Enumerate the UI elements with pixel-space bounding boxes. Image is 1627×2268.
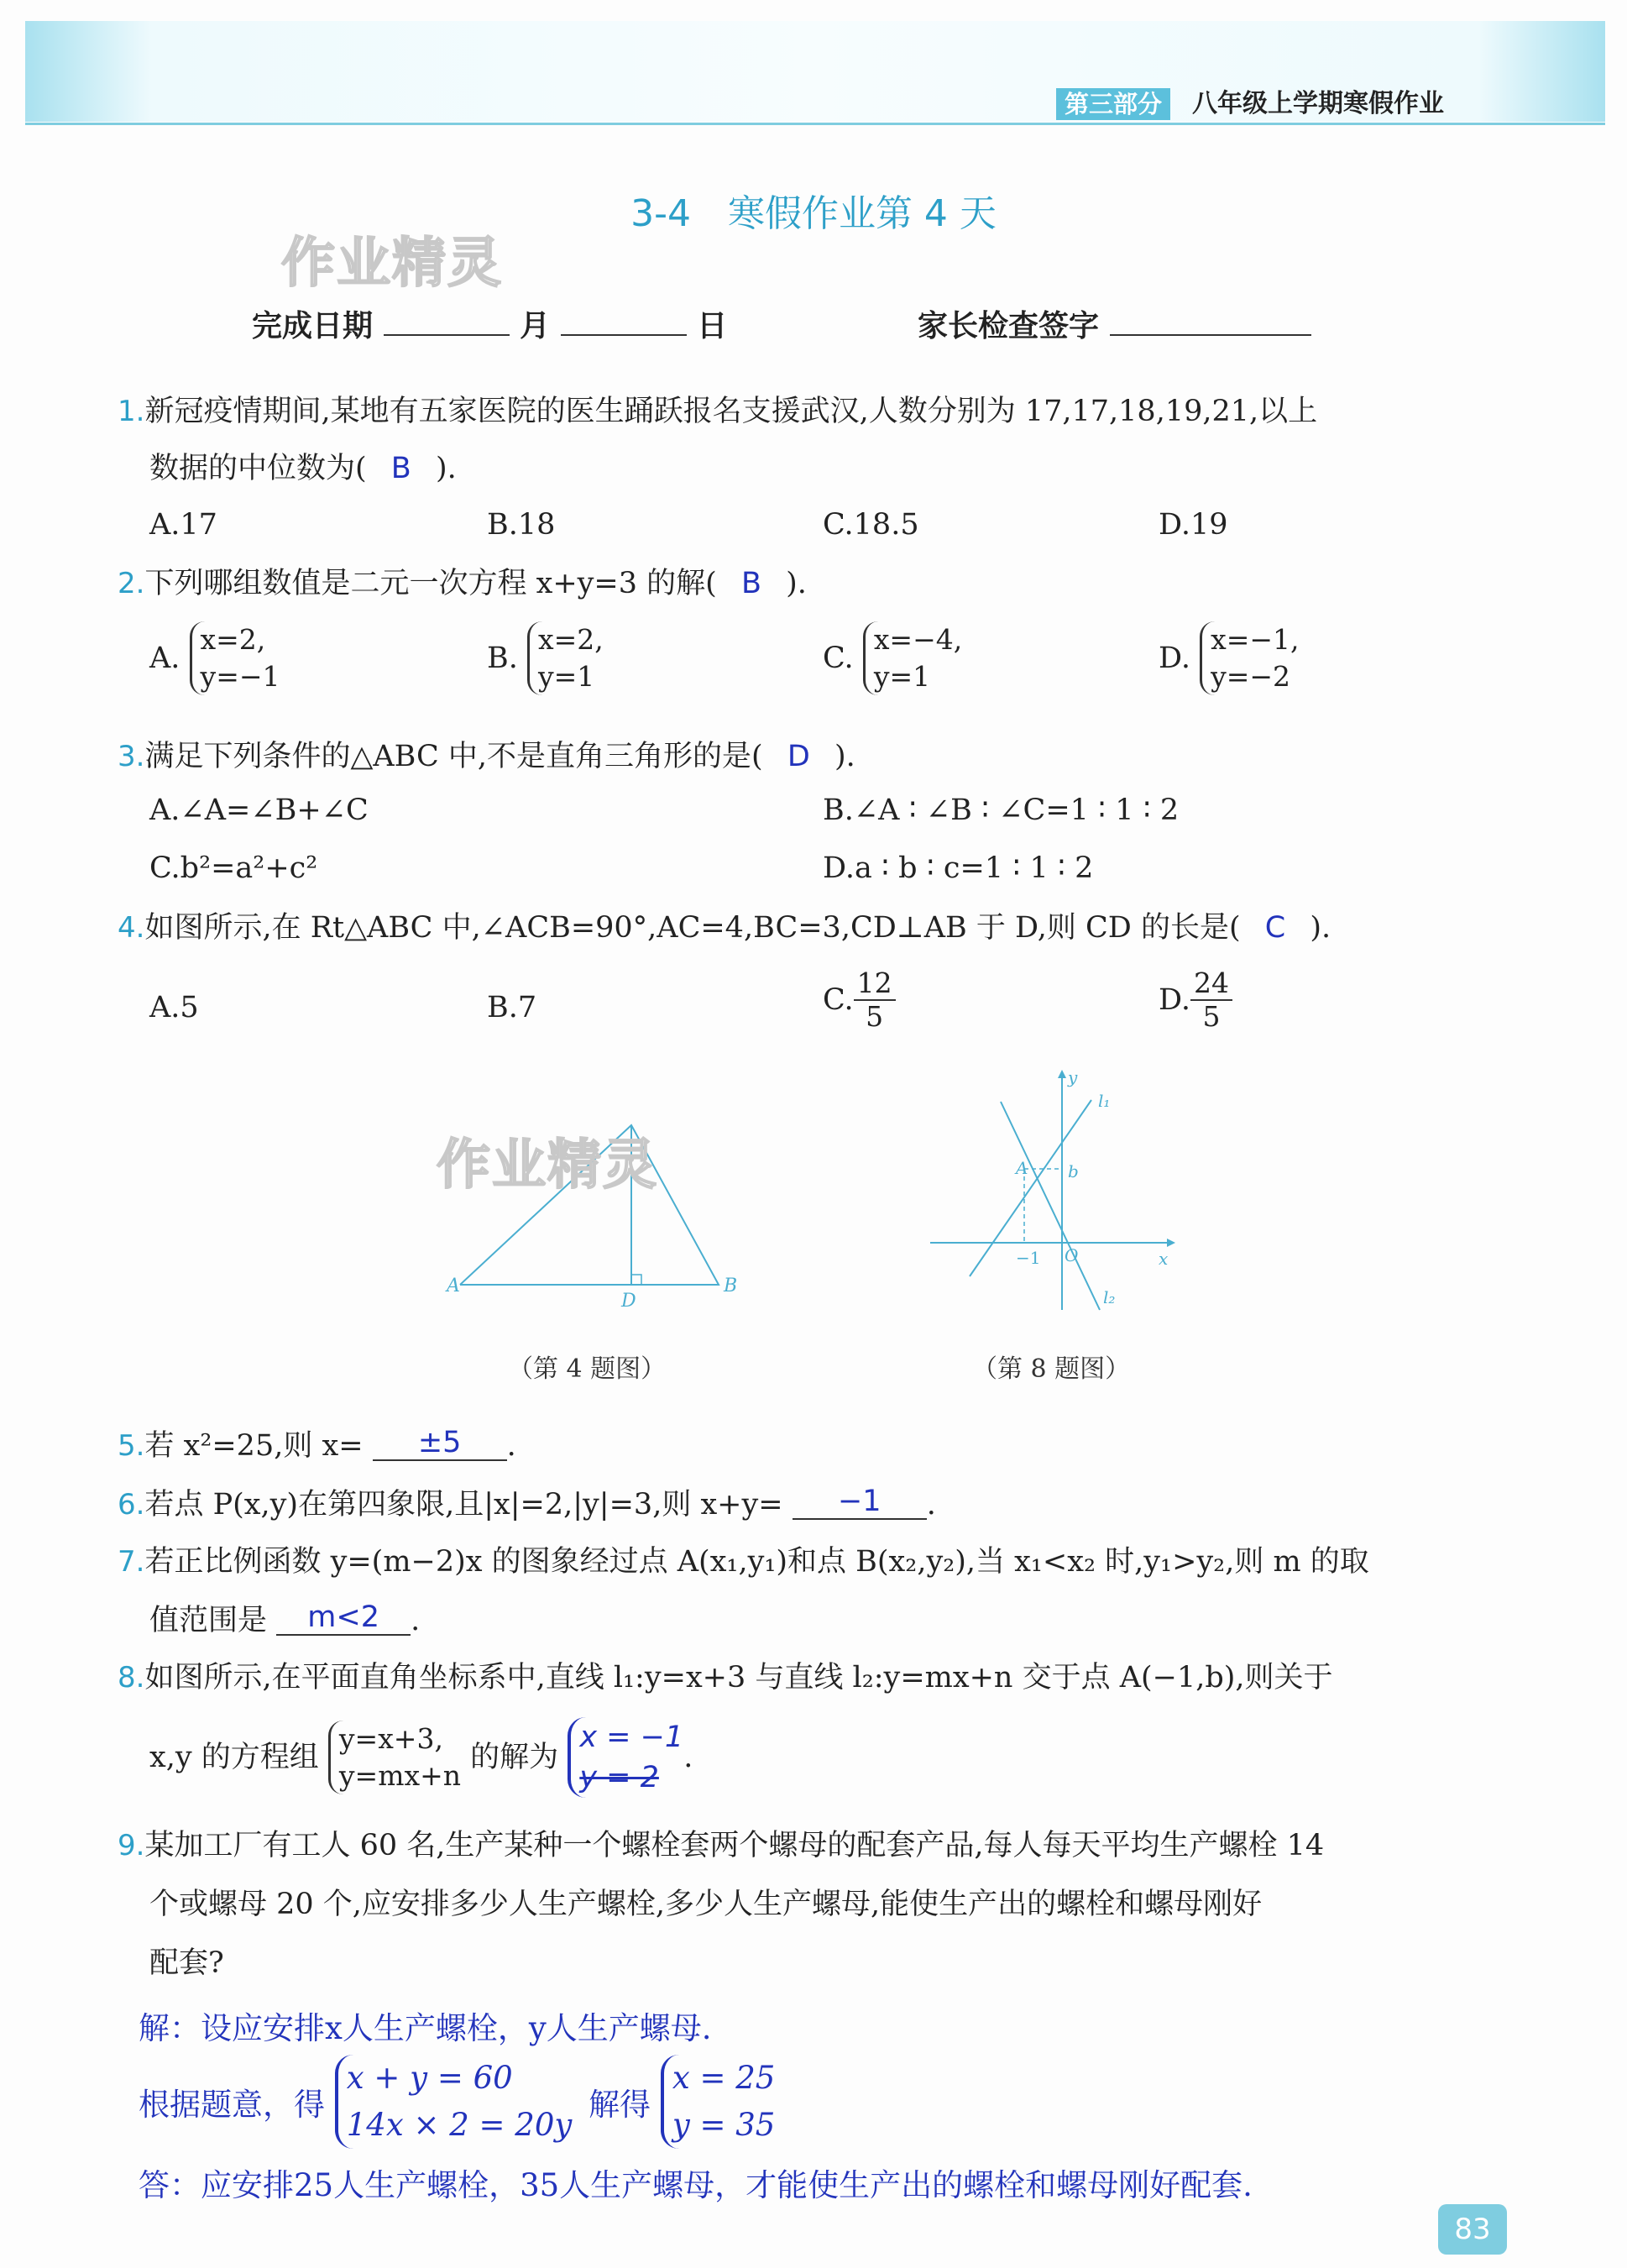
- question-text: x,y 的方程组: [149, 1741, 319, 1774]
- day-label: 日: [697, 308, 728, 343]
- question-4: [118, 907, 1331, 949]
- signature-blank[interactable]: [1110, 309, 1311, 336]
- sign-label: 家长检查签字: [918, 308, 1100, 343]
- equation-system: x=−4, y=1: [863, 621, 962, 695]
- question-text: 的解为: [470, 1741, 559, 1774]
- answer-q3: D: [787, 740, 810, 773]
- answer-blank-q5: [373, 1426, 507, 1461]
- question-6: 6.若点 P(x,y)在第四象限,且|x|=2,|y|=3,则 x+y= −1 .: [118, 1485, 936, 1522]
- option-a: A. x=2, y=−1: [149, 621, 280, 695]
- result-system: x = 25 y = 35: [661, 2055, 776, 2149]
- neg-one-label: −1: [1016, 1248, 1041, 1268]
- question-text: 值范围是: [149, 1604, 268, 1637]
- question-9: [118, 1825, 1324, 1867]
- b-label: b: [1068, 1161, 1079, 1181]
- answer-q7: m<2: [307, 1600, 379, 1634]
- option-c: C. x=−4, y=1: [823, 621, 962, 695]
- vertex-b-label: B: [724, 1275, 738, 1296]
- option-a: A.5: [149, 991, 199, 1024]
- question-9-line3: 配套?: [149, 1946, 224, 1980]
- origin-label: O: [1065, 1245, 1079, 1265]
- option-d: D.a ∶ b ∶ c=1 ∶ 1 ∶ 2: [823, 851, 1094, 885]
- question-1-line2: [149, 448, 457, 490]
- day-blank[interactable]: [561, 309, 687, 336]
- completion-date: [252, 302, 727, 345]
- fraction: $\frac{24}{5}$: [1190, 967, 1232, 1033]
- month-blank[interactable]: [384, 309, 510, 336]
- equation-system: x + y = 60 14x × 2 = 20y: [335, 2055, 573, 2149]
- x-axis-label: x: [1159, 1249, 1169, 1269]
- question-text: 如图所示,在 Rt△ABC 中,∠ACB=90°,AC=4,BC=3,CD⊥AB 于 D,则 CD 的长是(: [144, 911, 1241, 945]
- question-3: [118, 736, 855, 778]
- question-text: 如图所示,在平面直角坐标系中,直线 l₁:y=x+3 与直线 l₂:y=mx+n 交于点 A(−1,b),则关于: [144, 1661, 1333, 1694]
- question-number: 1.: [118, 395, 145, 428]
- question-text: 数据的中位数为(: [149, 452, 367, 485]
- question-number: 3.: [118, 740, 145, 773]
- parent-signature: [918, 302, 1311, 345]
- equation-system: x=2, y=1: [527, 621, 604, 695]
- answer-q1: B: [390, 452, 411, 485]
- option-b: B.7: [487, 991, 537, 1024]
- question-text: 某加工厂有工人 60 名,生产某种一个螺栓套两个螺母的配套产品,每人每天平均生产螺栓 14: [144, 1829, 1325, 1862]
- y-axis-label: y: [1068, 1067, 1078, 1087]
- watermark: 作业精灵: [281, 233, 503, 295]
- header-divider: [25, 123, 1605, 125]
- answer-q6: −1: [837, 1485, 882, 1518]
- answer-q8: x = −1 y = 2: [568, 1717, 683, 1798]
- question-7: [118, 1541, 1369, 1583]
- question-number: 9.: [118, 1829, 145, 1862]
- question-text: ).: [1310, 911, 1331, 945]
- answer-q4: C: [1264, 911, 1286, 945]
- question-number: 7.: [118, 1545, 145, 1579]
- question-text: ).: [435, 452, 457, 485]
- option-d: D.19: [1159, 508, 1228, 542]
- answer-blank-q7: [276, 1600, 411, 1636]
- question-1: [118, 390, 1317, 432]
- watermark: 作业精灵: [437, 1134, 658, 1197]
- question-number: 2.: [118, 567, 145, 600]
- question-number: 8.: [118, 1661, 145, 1694]
- point-d-label: D: [621, 1291, 636, 1310]
- page-title: 3-4 寒假作业第 4 天: [630, 192, 997, 235]
- part-label: 第三部分: [1056, 88, 1170, 120]
- option-d: D. x=−1, y=−2: [1159, 621, 1300, 695]
- question-text: 若点 P(x,y)在第四象限,且|x|=2,|y|=3,则 x+y=: [144, 1488, 783, 1522]
- question-text: 若 x²=25,则 x=: [144, 1429, 364, 1463]
- book-title: 八年级上学期寒假作业: [1192, 89, 1444, 118]
- option-b: B. x=2, y=1: [487, 621, 604, 695]
- option-a: A.17: [149, 508, 217, 542]
- question-text: ).: [834, 740, 855, 773]
- page-number: 83: [1438, 2204, 1507, 2255]
- question-number: 6.: [118, 1488, 145, 1522]
- answer-q2: B: [740, 567, 761, 600]
- fraction: $\frac{12}{5}$: [854, 967, 896, 1033]
- x-axis-arrow: [1167, 1239, 1175, 1247]
- line-l2: [1001, 1102, 1100, 1310]
- vertex-a-label: A: [447, 1275, 460, 1296]
- question-text: 新冠疫情期间,某地有五家医院的医生踊跃报名支援武汉,人数分别为 17,17,18,19,21,以上: [144, 395, 1318, 428]
- answer-blank-q6: [793, 1485, 927, 1520]
- option-c: C.18.5: [823, 508, 919, 542]
- l2-label: l₂: [1103, 1287, 1116, 1307]
- right-angle-mark: [631, 1275, 641, 1285]
- solution-line-2: 根据题意，得 x + y = 60 14x × 2 = 20y 解得 x = 25 y = 35: [139, 2055, 775, 2149]
- l1-label: l₁: [1098, 1091, 1111, 1111]
- equation-system: x=−1, y=−2: [1200, 621, 1299, 695]
- question-8: [118, 1657, 1333, 1699]
- option-c: C.b²=a²+c²: [149, 851, 318, 885]
- point-a-label: A: [1016, 1158, 1028, 1178]
- equation-system: y=x+3, y=mx+n: [328, 1721, 461, 1794]
- figure-8-graph: [923, 1066, 1184, 1318]
- question-9-line2: 个或螺母 20 个,应安排多少人生产螺栓,多少人生产螺母,能使生产出的螺栓和螺母刚好: [149, 1888, 1263, 1921]
- solution-answer: 答：应安排25人生产螺栓，35人生产螺母，才能使生产出的螺栓和螺母刚好配套.: [139, 2167, 1253, 2203]
- figure-8-caption: （第 8 题图）: [972, 1354, 1131, 1384]
- question-text: 下列哪组数值是二元一次方程 x+y=3 的解(: [144, 567, 717, 600]
- question-number: 5.: [118, 1429, 145, 1463]
- question-text: 满足下列条件的△ABC 中,不是直角三角形的是(: [144, 740, 763, 773]
- option-a: A.∠A=∠B+∠C: [149, 794, 369, 827]
- figure-4-caption: （第 4 题图）: [508, 1354, 667, 1384]
- question-2: [118, 563, 807, 605]
- answer-q5: ±5: [417, 1426, 462, 1459]
- question-text: 若正比例函数 y=(m−2)x 的图象经过点 A(x₁,y₁)和点 B(x₂,y₂),当 x₁<x₂ 时,y₁>y₂,则 m 的取: [144, 1545, 1369, 1579]
- option-d: D. $\frac{24}{5}$: [1159, 967, 1232, 1033]
- question-5: 5.若 x²=25,则 x= ±5 .: [118, 1426, 516, 1463]
- question-text: ).: [786, 567, 807, 600]
- y-axis-arrow: [1058, 1070, 1066, 1078]
- equation-system: x=2, y=−1: [190, 621, 280, 695]
- option-b: B.∠A ∶ ∠B ∶ ∠C=1 ∶ 1 ∶ 2: [823, 794, 1180, 827]
- date-label: 完成日期: [252, 308, 374, 343]
- question-8-line2: x,y 的方程组 y=x+3, y=mx+n 的解为 x = −1 y = 2 .: [149, 1717, 693, 1798]
- month-label: 月: [520, 308, 551, 343]
- option-b: B.18: [487, 508, 556, 542]
- question-number: 4.: [118, 911, 145, 945]
- solution-line-1: 解：设应安排x人生产螺栓，y人生产螺母.: [139, 2010, 712, 2046]
- question-7-line2: 值范围是 m<2 .: [149, 1600, 421, 1637]
- option-c: C. $\frac{12}{5}$: [823, 967, 896, 1033]
